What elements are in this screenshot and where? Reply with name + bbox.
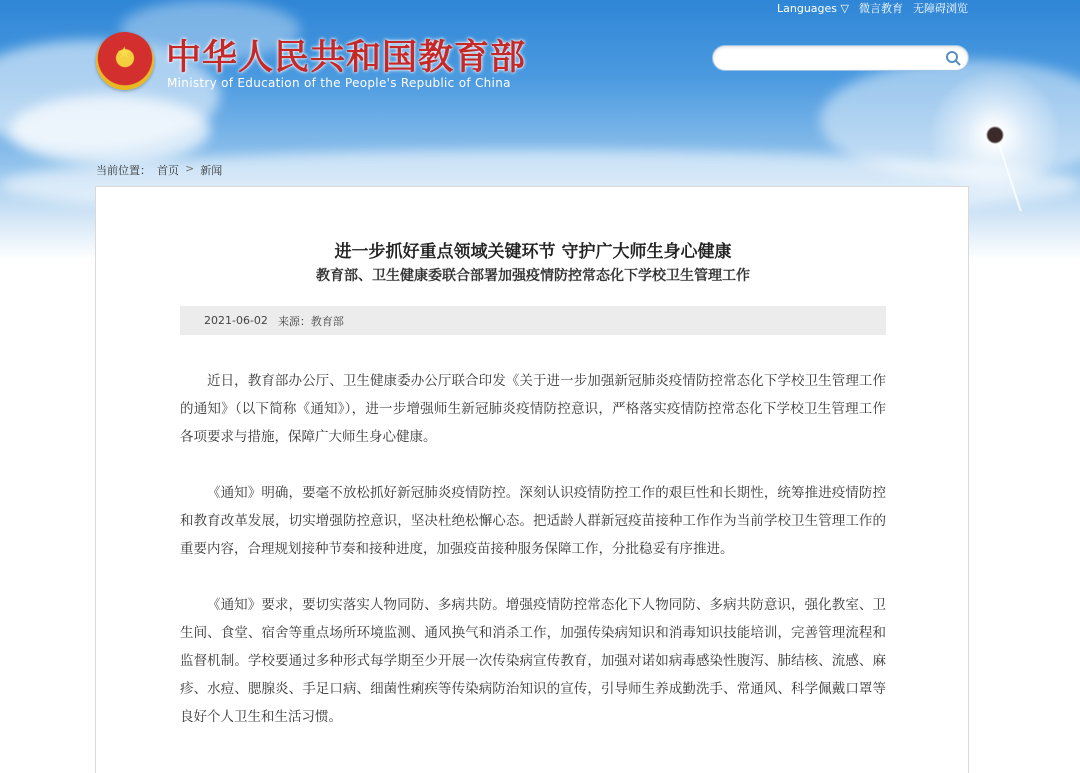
article-paragraph: 近日，教育部办公厅、卫生健康委办公厅联合印发《关于进一步加强新冠肺炎疫情防控常态化下学校卫生管理工作的通知》（以下简称《通知》），进一步增强师生新冠肺炎疫情防控意识，严格落实疫情防控常态化下学校卫生管理工作各项要求与措施，保障广大师生身心健康。: [180, 373, 886, 445]
article-title: 进一步抓好重点领域关键环节 守护广大师生身心健康: [334, 242, 732, 262]
article-paragraph: 《通知》明确，要毫不放松抓好新冠肺炎疫情防控。深刻认识疫情防控工作的艰巨性和长期性，统筹推进疫情防控和教育改革发展，切实增强防控意识，坚决杜绝松懈心态。把适龄人群新冠疫苗接种工作作为当前学校卫生管理工作的重要内容，合理规划接种节奏和接种进度，加强疫苗接种服务保障工作，分批稳妥有序推进。: [180, 485, 886, 557]
search-box: [712, 45, 969, 71]
top-links: [777, 0, 968, 16]
site-title[interactable]: 中华人民共和国教育部: [166, 37, 527, 78]
cloud-decoration: [10, 95, 210, 165]
site-subtitle: Ministry of Education of the People's Republic of China: [167, 76, 511, 90]
article-meta: [180, 306, 886, 335]
search-input[interactable]: [725, 49, 935, 67]
weiyan-link[interactable]: 微言教育: [859, 2, 903, 15]
article-panel: [95, 186, 969, 773]
languages-link[interactable]: Languages ▽: [777, 1, 849, 15]
article-source: 来源：教育部: [277, 314, 344, 328]
dandelion-decoration: [930, 70, 1060, 200]
article-paragraph: 《通知》要求，要切实落实人物同防、多病共防。增强疫情防控常态化下人物同防、多病共防意识，强化教室、卫生间、食堂、宿舍等重点场所环境监测、通风换气和消杀工作，加强传染病知识和消毒知识技能培训，完善管理流程和监督机制。学校要通过多种形式每学期至少开展一次传染病宣传教育，加强对诺如病毒感染性腹泻、肺结核、流感、麻疹、水痘、腮腺炎、手足口病、细菌性痢疾等传染病防治知识的宣传，引导师生养成勤洗手、常通风、科学佩戴口罩等良好个人卫生和生活习惯。: [180, 597, 886, 725]
star-icon: ★: [117, 43, 132, 62]
article-date: 2021-06-02: [204, 314, 268, 327]
accessibility-link[interactable]: 无障碍浏览: [913, 2, 968, 15]
search-icon[interactable]: [945, 50, 961, 66]
article-body: [180, 367, 886, 759]
article-subtitle: 教育部、卫生健康委联合部署加强疫情防控常态化下学校卫生管理工作: [316, 268, 750, 284]
chevron-right-icon: >: [185, 162, 195, 175]
breadcrumb-current[interactable]: 新闻: [200, 164, 223, 177]
breadcrumb-prefix: 当前位置：: [96, 164, 151, 177]
breadcrumb: [96, 162, 222, 178]
breadcrumb-home[interactable]: 首页: [157, 164, 179, 177]
